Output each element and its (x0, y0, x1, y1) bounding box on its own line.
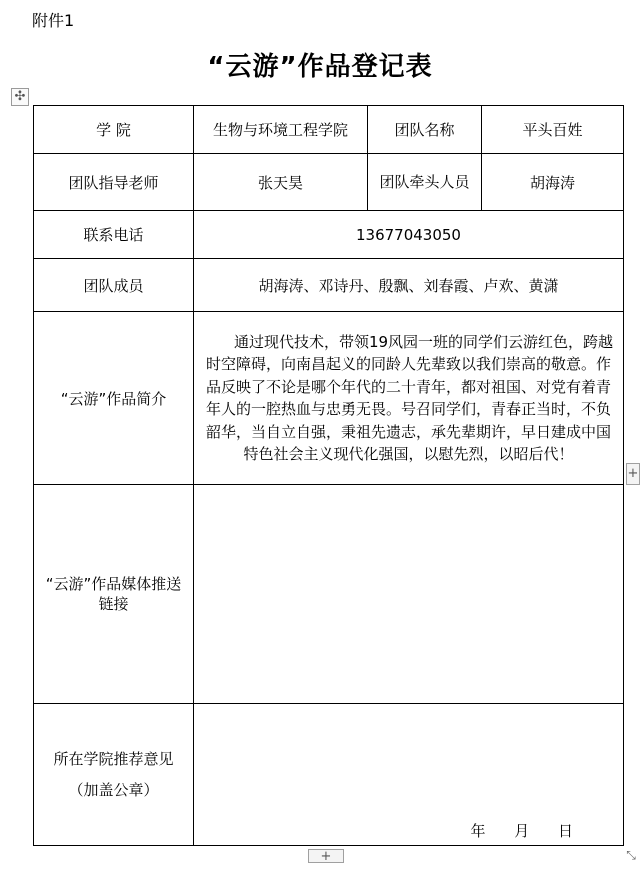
members-value[interactable]: 胡海涛、邓诗丹、殷飘、刘春霞、卢欢、黄潇 (194, 259, 624, 312)
team-name-value[interactable]: 平头百姓 (482, 106, 624, 154)
table-row (34, 704, 624, 846)
advisor-label: 团队指导老师 (34, 154, 194, 211)
media-link-value[interactable] (194, 485, 624, 704)
advisor-value[interactable]: 张天昊 (194, 154, 368, 211)
registration-form-table (33, 105, 624, 846)
attachment-label: 附件1 (32, 11, 75, 30)
table-row (34, 259, 624, 312)
recommend-value[interactable] (194, 704, 624, 846)
table-resize-icon[interactable]: ⤡ (626, 848, 636, 862)
college-label: 学 院 (34, 106, 194, 154)
college-value[interactable]: 生物与环境工程学院 (194, 106, 368, 154)
intro-label: “云游”作品简介 (34, 312, 194, 485)
phone-label: 联系电话 (34, 211, 194, 259)
add-row-icon[interactable]: + (308, 849, 344, 863)
recommend-label: 所在学院推荐意见 (53, 750, 174, 769)
media-link-label: “云游”作品媒体推送链接 (34, 485, 194, 704)
members-label: 团队成员 (34, 259, 194, 312)
team-name-label: 团队名称 (368, 106, 482, 154)
date-line: 年 月 日 (470, 822, 573, 840)
phone-value[interactable]: 13677043050 (194, 211, 624, 259)
add-column-icon[interactable]: + (626, 463, 640, 485)
recommend-label-cell (34, 704, 194, 846)
page-title: “云游”作品登记表 (207, 52, 433, 82)
table-row (34, 154, 624, 211)
intro-text: 通过现代技术，带领19风园一班的同学们云游红色，跨越时空障碍，向南昌起义的同龄人先辈致以我们崇高的敬意。作品反映了不论是哪个年代的二十青年，都对祖国、对党有着青年人的一腔热血与忠勇无畏。号召同学们，青春正当时，不负韶华，当自立自强，秉祖先遗志，承先辈期许，早日建成中国特色社会主义现代化强国，以慰先烈，以昭后代！ (205, 332, 614, 463)
intro-cell[interactable] (194, 312, 624, 485)
table-row (34, 106, 624, 154)
table-row (34, 211, 624, 259)
table-row (34, 485, 624, 704)
team-lead-value[interactable]: 胡海涛 (482, 154, 624, 211)
table-row (34, 312, 624, 485)
recommend-sublabel: （加盖公章） (68, 780, 159, 799)
team-lead-label: 团队牵头人员 (368, 154, 482, 211)
table-move-handle-icon[interactable]: ✣ (11, 88, 29, 106)
